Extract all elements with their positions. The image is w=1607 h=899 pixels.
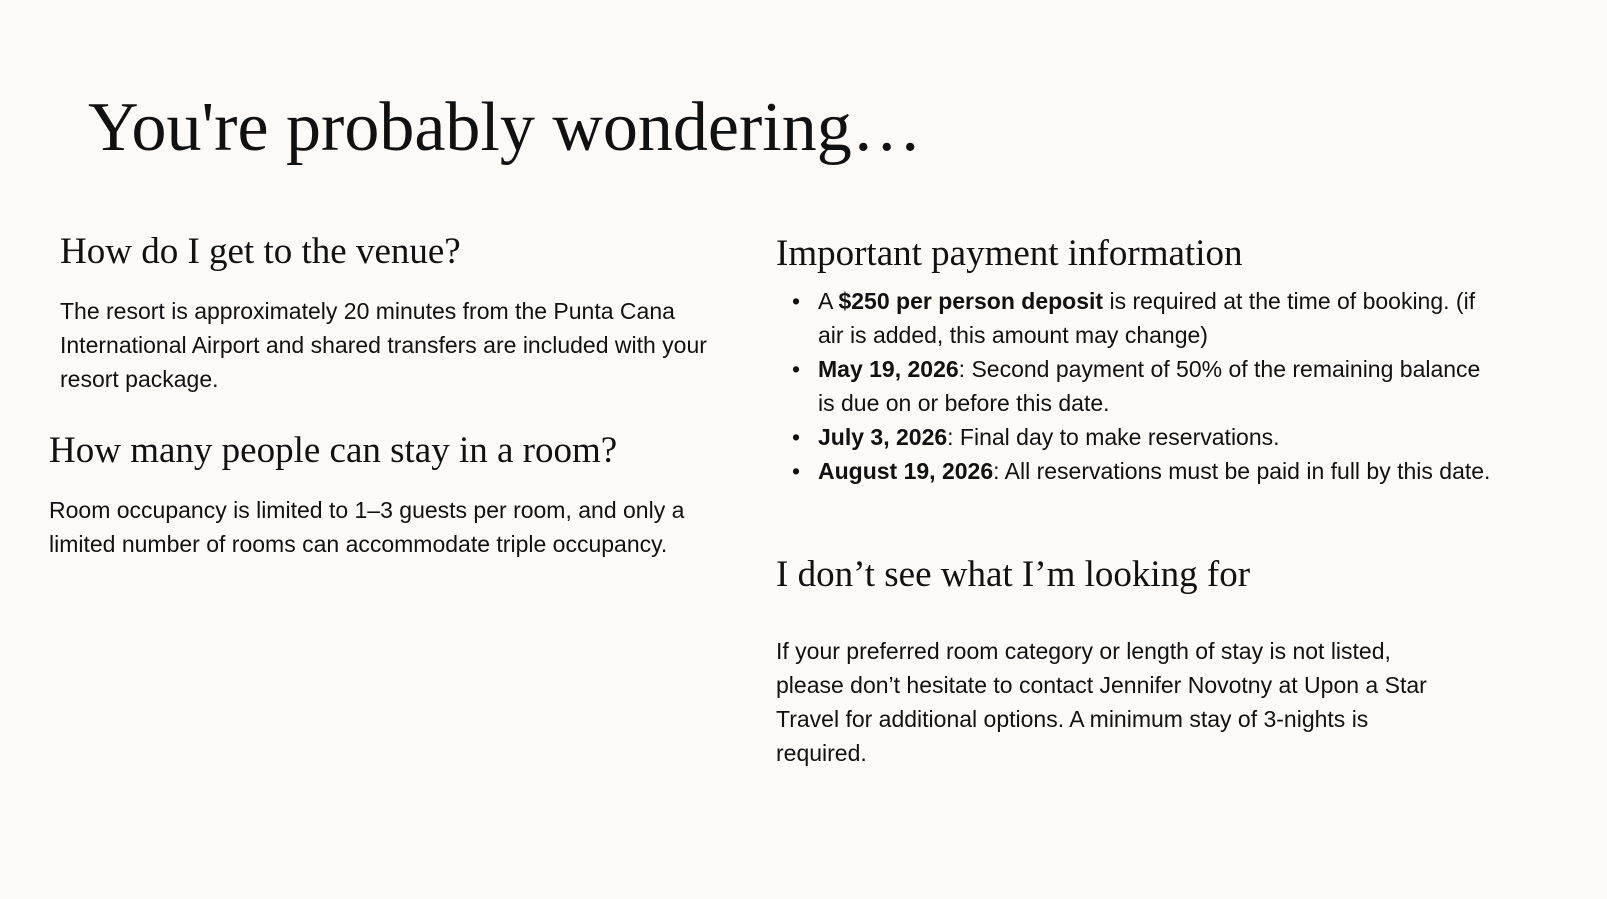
payment-heading: Important payment information — [776, 233, 1243, 274]
payment-item-text: : All reservations must be paid in full by this date. — [993, 458, 1491, 484]
payment-item-text: is required at the time of booking. (if air is added, this amount may change) — [818, 288, 1476, 348]
payment-list — [776, 284, 1498, 488]
payment-item-text: : Final day to make reservations. — [947, 424, 1280, 450]
payment-item-date: July 3, 2026 — [818, 424, 948, 450]
venue-heading: How do I get to the venue? — [60, 231, 461, 272]
page-title: You're probably wondering… — [88, 89, 922, 166]
bullet-icon: • — [792, 288, 801, 314]
not-found-description: If your preferred room category or length of stay is not listed, please don’t hesitate to contact Jennifer Novotny at Upon a Star Travel for additional options. A minimum stay of 3-nights is required. — [776, 638, 1427, 766]
payment-item-date: August 19, 2026 — [818, 458, 994, 484]
payment-item-final-payment — [792, 454, 1498, 488]
payment-item-text: : Second payment of 50% of the remaining balance is due on or before this date. — [818, 356, 1481, 416]
payment-item-prefix: A — [818, 288, 839, 314]
payment-item-date: May 19, 2026 — [818, 356, 959, 382]
bullet-icon: • — [792, 356, 801, 382]
bullet-icon: • — [792, 458, 801, 484]
payment-item-second-payment — [792, 352, 1498, 420]
payment-item-deposit — [792, 284, 1498, 352]
payment-item-reservation-deadline — [792, 420, 1498, 454]
venue-description: The resort is approximately 20 minutes from the Punta Cana International Airport and shared transfers are included with your resort package. — [60, 298, 707, 392]
payment-item-highlight: $250 per person deposit — [838, 288, 1104, 314]
room-occupancy-description: Room occupancy is limited to 1–3 guests per room, and only a limited number of rooms can accommodate triple occupancy. — [49, 497, 685, 557]
bullet-icon: • — [792, 424, 801, 450]
not-found-heading: I don’t see what I’m looking for — [776, 554, 1251, 595]
room-occupancy-heading: How many people can stay in a room? — [49, 430, 618, 471]
